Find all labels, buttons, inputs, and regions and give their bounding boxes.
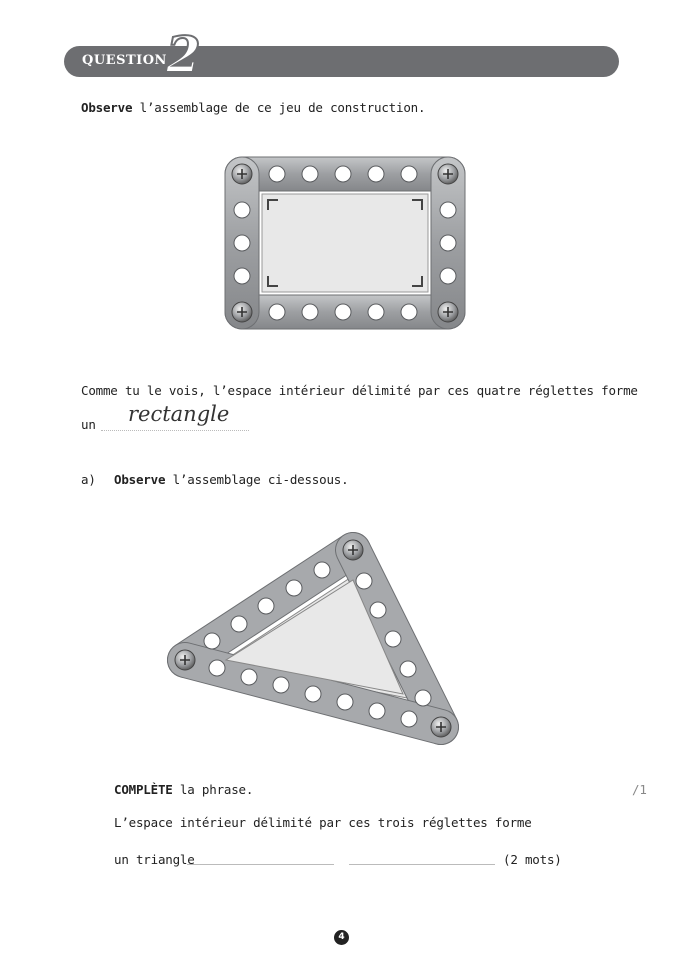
rectangle-inner-space <box>262 194 428 292</box>
statement-prefix: un <box>81 417 96 432</box>
intro-rest: l’assemblage de ce jeu de construction. <box>132 100 426 115</box>
handwritten-answer: rectangle <box>128 402 230 426</box>
question-label: QUESTION <box>82 53 167 68</box>
part-a-rest: l’assemblage ci-dessous. <box>165 472 349 487</box>
task-prefix: un triangle <box>114 852 195 867</box>
word-count-hint: (2 mots) <box>503 852 562 867</box>
answer-blank-1[interactable] <box>187 864 334 865</box>
task-bold: COMPLÈTE <box>114 782 173 797</box>
answer-line <box>101 429 249 431</box>
task-rest: la phrase. <box>172 782 254 797</box>
intro-bold: Observe <box>81 100 133 115</box>
intro-text <box>81 100 425 115</box>
statement-line1: Comme tu le vois, l’espace intérieur délimité par ces quatre réglettes forme <box>81 383 638 398</box>
rectangle-assembly-figure <box>220 152 470 334</box>
question-number: 2 <box>166 25 201 84</box>
triangle-assembly-figure <box>160 528 468 750</box>
task-sentence: L’espace intérieur délimité par ces trois réglettes forme <box>114 815 532 830</box>
answer-blank-2[interactable] <box>349 864 495 865</box>
page-number-badge: 4 <box>334 930 349 945</box>
part-a-bold: Observe <box>114 472 166 487</box>
part-a-letter: a) <box>81 472 96 487</box>
score-label: /1 <box>632 782 647 797</box>
task-instruction <box>114 782 253 797</box>
part-a-text <box>114 472 348 487</box>
